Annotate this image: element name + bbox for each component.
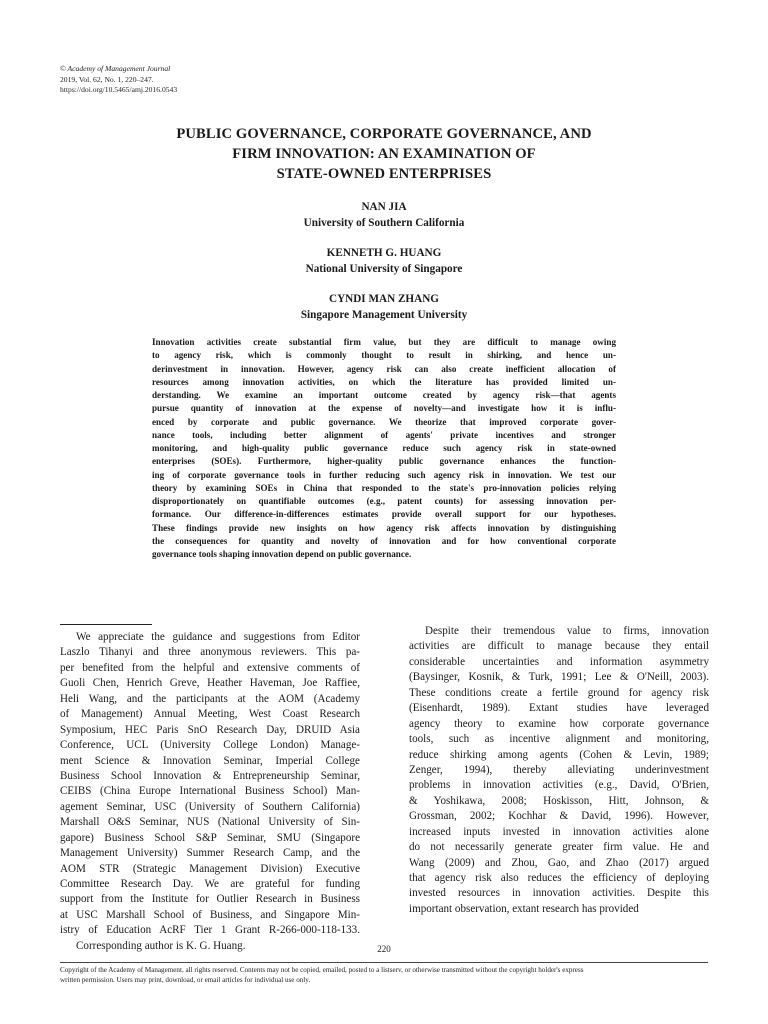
abstract-line: derstanding. We examine an important outcome created by agency risk—that agents [152, 390, 616, 400]
author-block [0, 199, 768, 231]
footnote-line: Heli Wang, and the participants at the AOM (Academy [60, 692, 360, 705]
footnote-line: CEIBS (China Europe International Business School) Man- [60, 785, 360, 798]
author-block [0, 245, 768, 277]
footnote-line: Management University) Summer Research Camp, and the [60, 847, 360, 860]
abstract [152, 336, 616, 561]
author-name: KENNETH G. HUANG [326, 247, 442, 259]
abstract-line: formance. Our difference-in-differences estimates provide overall support for our hypotheses. [152, 509, 616, 520]
abstract-line: disproportionately on quantifiable outcomes (e.g., patent counts) for assessing innovation per- [152, 496, 616, 506]
copyright-line: written permission. Users may print, download, or email articles for individual use only. [60, 976, 311, 984]
body-line: Zenger, 1994), thereby alleviating underinvestment [409, 763, 709, 776]
body-line: Grossman, 2002; Kochhar & David, 1996). However, [409, 810, 709, 823]
author-name: CYNDI MAN ZHANG [328, 293, 439, 305]
body-line: problems in innovation activities (e.g., David, O'Brien, [409, 779, 709, 792]
page-number: 220 [377, 944, 391, 954]
body-line: (Baysinger, Kosnik, & Turk, 1991; Lee & O'Neill, 2003). [409, 671, 709, 684]
author-block [0, 291, 768, 323]
body-line: Wang (2009) and Zhou, Gao, and Zhao (2017) argued [409, 856, 709, 869]
body-text-column [409, 624, 709, 917]
abstract-line: to agency risk, which is commonly thought to result in shirking, and hence un- [152, 350, 616, 361]
copyright-line: Copyright of the Academy of Management, all rights reserved. Contents may not be copied, emailed, posted to a listserv, or otherwise transmitted without the copyright holder's express [60, 966, 584, 974]
body-line: activities are difficult to manage because they entail [409, 640, 709, 653]
journal-header [60, 64, 177, 96]
title-line: PUBLIC GOVERNANCE, CORPORATE GOVERNANCE, AND [176, 126, 592, 142]
footnote-line: of Management) Annual Meeting, West Coast Research [60, 708, 360, 721]
body-line: invested resources in innovation activities. Despite this [409, 887, 709, 900]
body-line: These conditions create a fertile ground for agency risk [409, 686, 709, 699]
acknowledgment-footnote [60, 630, 360, 954]
body-line: tools, such as incentive alignment and monitoring, [409, 733, 709, 746]
body-line: that agency risk also reduces the efficiency of deploying [409, 872, 709, 884]
abstract-line: the consequences for quantity and novelty of innovation and for how conventional corporate [152, 535, 616, 546]
footnote-line: Committee Research Day. We are grateful for funding [60, 878, 360, 890]
abstract-line: monitoring, and high-quality public governance reduce such agency risk in state-owned [152, 443, 616, 453]
footnote-line: Business School Innovation & Entrepreneurship Seminar, [60, 769, 360, 782]
abstract-line: enterprises (SOEs). Furthermore, higher-quality public governance enhances the function- [152, 456, 616, 467]
footnote-line: ment Science & Innovation Seminar, Imperial College [60, 754, 360, 767]
footnote-line: per benefited from the helpful and extensive comments of [60, 661, 360, 674]
footnote-line: at USC Marshall School of Business, and Singapore Min- [60, 908, 360, 921]
footnote-line: AOM STR (Strategic Management Division) Executive [60, 862, 360, 875]
footnote-line: Corresponding author is K. G. Huang. [76, 939, 246, 952]
footnote-line: support from the Institute for Outlier Research in Business [60, 893, 360, 906]
footer-rule [60, 962, 708, 963]
abstract-line: Innovation activities create substantial firm value, but they are difficult to manage owing [152, 337, 616, 347]
body-line: do not necessarily generate greater firm value. He and [409, 841, 709, 854]
body-line: considerable uncertainties and information asymmetry [409, 655, 709, 668]
abstract-line: resources among innovation activities, on which the literature has provided limited un- [152, 376, 616, 387]
abstract-line: derinvestment in innovation. However, agency risk can also create inefficient allocation of [152, 363, 616, 374]
author-affiliation: University of Southern California [303, 217, 465, 229]
abstract-line: ing of corporate governance tools in further reducing such agency risk in innovation. We test our [152, 469, 616, 480]
author-affiliation: National University of Singapore [305, 263, 463, 275]
body-line: agency theory to examine how corporate governance [409, 717, 709, 730]
abstract-line: pursue quantity of innovation at the expense of novelty—and investigate how it is influ- [152, 403, 616, 414]
title-line: STATE-OWNED ENTERPRISES [276, 166, 492, 182]
footnote-line: Laszlo Tihanyi and three anonymous reviewers. This pa- [60, 646, 360, 659]
body-line: important observation, extant research has provided [409, 902, 639, 915]
abstract-line: enced by corporate and public governance. We theorize that improved corporate gover- [152, 416, 616, 427]
footnote-line: Marshall O&S Seminar, NUS (National University of Sin- [60, 816, 360, 829]
abstract-line: governance tools shaping innovation depend on public governance. [152, 549, 412, 559]
author-name: NAN JIA [361, 201, 407, 213]
footnote-line: istry of Education AcRF Tier 1 Grant R-266-000-118-133. [60, 924, 360, 937]
citation-info: 2019, Vol. 62, No. 1, 220–247. [60, 74, 154, 84]
footnote-line: Symposium, HEC Paris SnO Research Day, DRUID Asia [60, 723, 360, 736]
body-line: reduce shirking among agents (Cohen & Levin, 1989; [409, 748, 709, 761]
abstract-line: These findings provide new insights on how agency risk affects innovation by distinguishing [152, 522, 616, 533]
body-line: (Eisenhardt, 1989). Extant studies have leveraged [409, 702, 709, 715]
body-line: increased inputs invested in innovation activities alone [409, 825, 709, 838]
footnote-line: Conference, UCL (University College London) Manage- [60, 739, 360, 752]
footnote-line: We appreciate the guidance and suggestions from Editor [76, 631, 360, 643]
article-title [0, 124, 768, 184]
body-line: & Yoshikawa, 2008; Hoskisson, Hitt, Johnson, & [409, 794, 709, 807]
footnote-line: agement Seminar, USC (University of Southern California) [60, 800, 360, 813]
journal-name: © Academy of Management Journal [60, 64, 171, 73]
footnote-line: gapore) Business School S&P Seminar, SMU (Singapore [60, 831, 360, 844]
footnote-line: Guoli Chen, Henrich Greve, Heather Haveman, Joe Raffiee, [60, 677, 360, 690]
copyright-notice [60, 965, 710, 985]
abstract-line: theory by examining SOEs in China that responded to the state's pro-innovation policies relying [152, 482, 616, 493]
body-line: Despite their tremendous value to firms, innovation [425, 625, 709, 637]
abstract-line: nance tools, including better alignment of agents' private incentives and stronger [152, 429, 616, 440]
author-affiliation: Singapore Management University [300, 309, 468, 321]
title-line: FIRM INNOVATION: AN EXAMINATION OF [232, 146, 536, 162]
doi-link[interactable]: https://doi.org/10.5465/amj.2016.0543 [60, 85, 178, 94]
footnote-rule [60, 624, 152, 625]
